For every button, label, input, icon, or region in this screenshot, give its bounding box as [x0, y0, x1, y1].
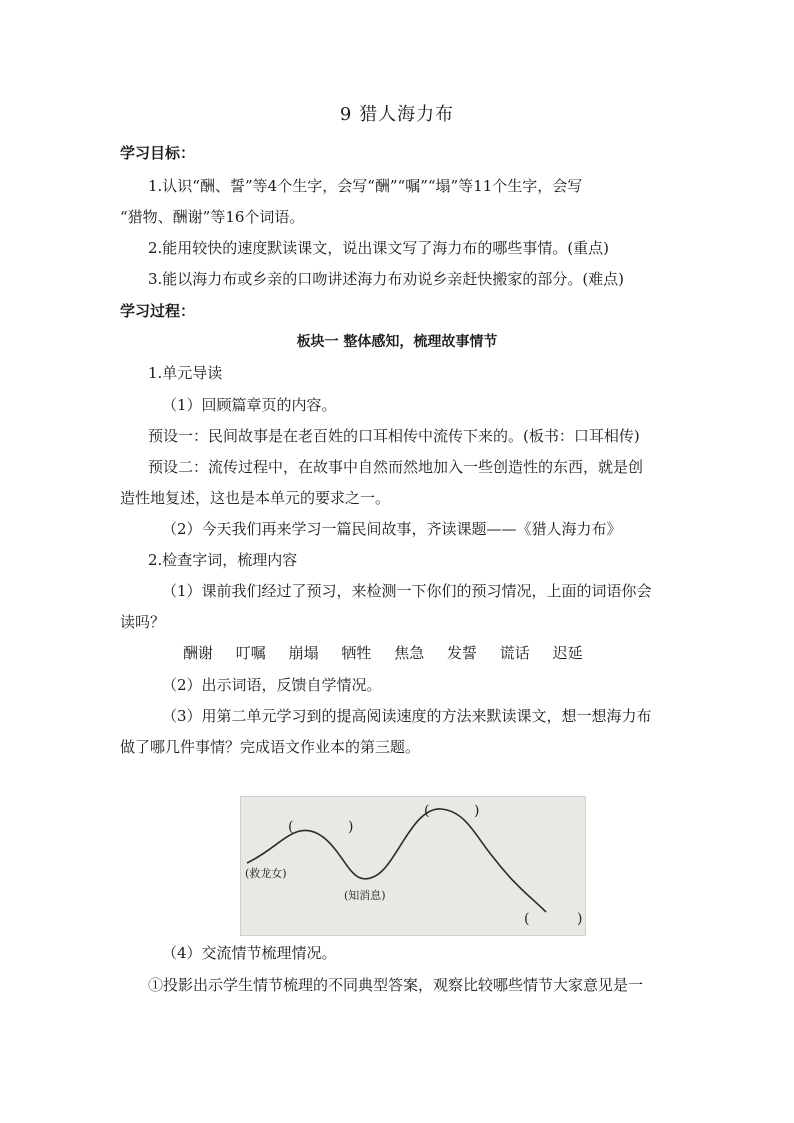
- today-line: （2）今天我们再来学习一篇民间故事，齐读课题——《猎人海力布》: [162, 520, 622, 538]
- process-heading: 学习过程：: [120, 302, 196, 320]
- blank-3-close: ): [577, 911, 583, 927]
- show-words: （2）出示词语，反馈自学情况。: [162, 676, 382, 694]
- blank-2-close: ): [474, 803, 480, 819]
- word-4: 牺牲: [341, 644, 372, 662]
- preset-2b: 造性地复述，这也是本单元的要求之一。: [120, 489, 391, 507]
- word-2: 叮嘱: [235, 644, 266, 662]
- page-title: 9 猎人海力布: [339, 104, 455, 125]
- check-words: 2.检查字词，梳理内容: [148, 551, 298, 569]
- preview-b: 读吗？: [120, 613, 166, 631]
- label-save-dragon-girl: (救龙女): [245, 867, 287, 880]
- section-title: 板块一 整体感知，梳理故事情节: [296, 334, 498, 350]
- objectives-heading: 学习目标：: [120, 144, 196, 162]
- projection-line: ①投影出示学生情节梳理的不同典型答案，观察比较哪些情节大家意见是一: [148, 976, 644, 994]
- plot-curve: [241, 797, 585, 935]
- label-learn-news: (知消息): [344, 889, 386, 902]
- preset-2a: 预设二：流传过程中，在故事中自然而然地加入一些创造性的东西，就是创: [148, 458, 644, 476]
- word-8: 迟延: [552, 644, 583, 662]
- objective-3: 3.能以海力布或乡亲的口吻讲述海力布劝说乡亲赶快搬家的部分。(难点): [148, 270, 625, 288]
- exchange-line: （4）交流情节梳理情况。: [162, 944, 337, 962]
- word-3: 崩塌: [288, 644, 319, 662]
- word-5: 焦急: [394, 644, 425, 662]
- plot-curve-figure: [240, 796, 586, 936]
- preset-1: 预设一：民间故事是在老百姓的口耳相传中流传下来的。(板书：口耳相传): [148, 427, 640, 445]
- blank-1-close: ): [348, 819, 354, 835]
- word-6: 发誓: [446, 644, 477, 662]
- objective-1a: 1.认识“酬、誓”等4个生字，会写“酬”“嘱”“塌”等11个生字，会写: [148, 177, 583, 195]
- blank-2-open: (: [424, 803, 430, 819]
- blank-3-open: (: [524, 911, 530, 927]
- word-1: 酬谢: [183, 644, 214, 662]
- blank-1-open: (: [288, 819, 294, 835]
- preview-a: （1）课前我们经过了预习，来检测一下你们的预习情况，上面的词语你会: [162, 582, 652, 600]
- review-line: （1）回顾篇章页的内容。: [162, 396, 337, 414]
- objective-2: 2.能用较快的速度默读课文，说出课文写了海力布的哪些事情。(重点): [148, 239, 610, 257]
- vocabulary-list: [183, 643, 601, 663]
- word-7: 谎话: [499, 644, 530, 662]
- unit-intro: 1.单元导读: [148, 364, 223, 382]
- method-b: 做了哪几件事情？完成语文作业本的第三题。: [120, 738, 421, 756]
- method-a: （3）用第二单元学习到的提高阅读速度的方法来默读课文，想一想海力布: [162, 707, 652, 725]
- objective-1b: “猎物、酬谢”等16个词语。: [120, 208, 305, 226]
